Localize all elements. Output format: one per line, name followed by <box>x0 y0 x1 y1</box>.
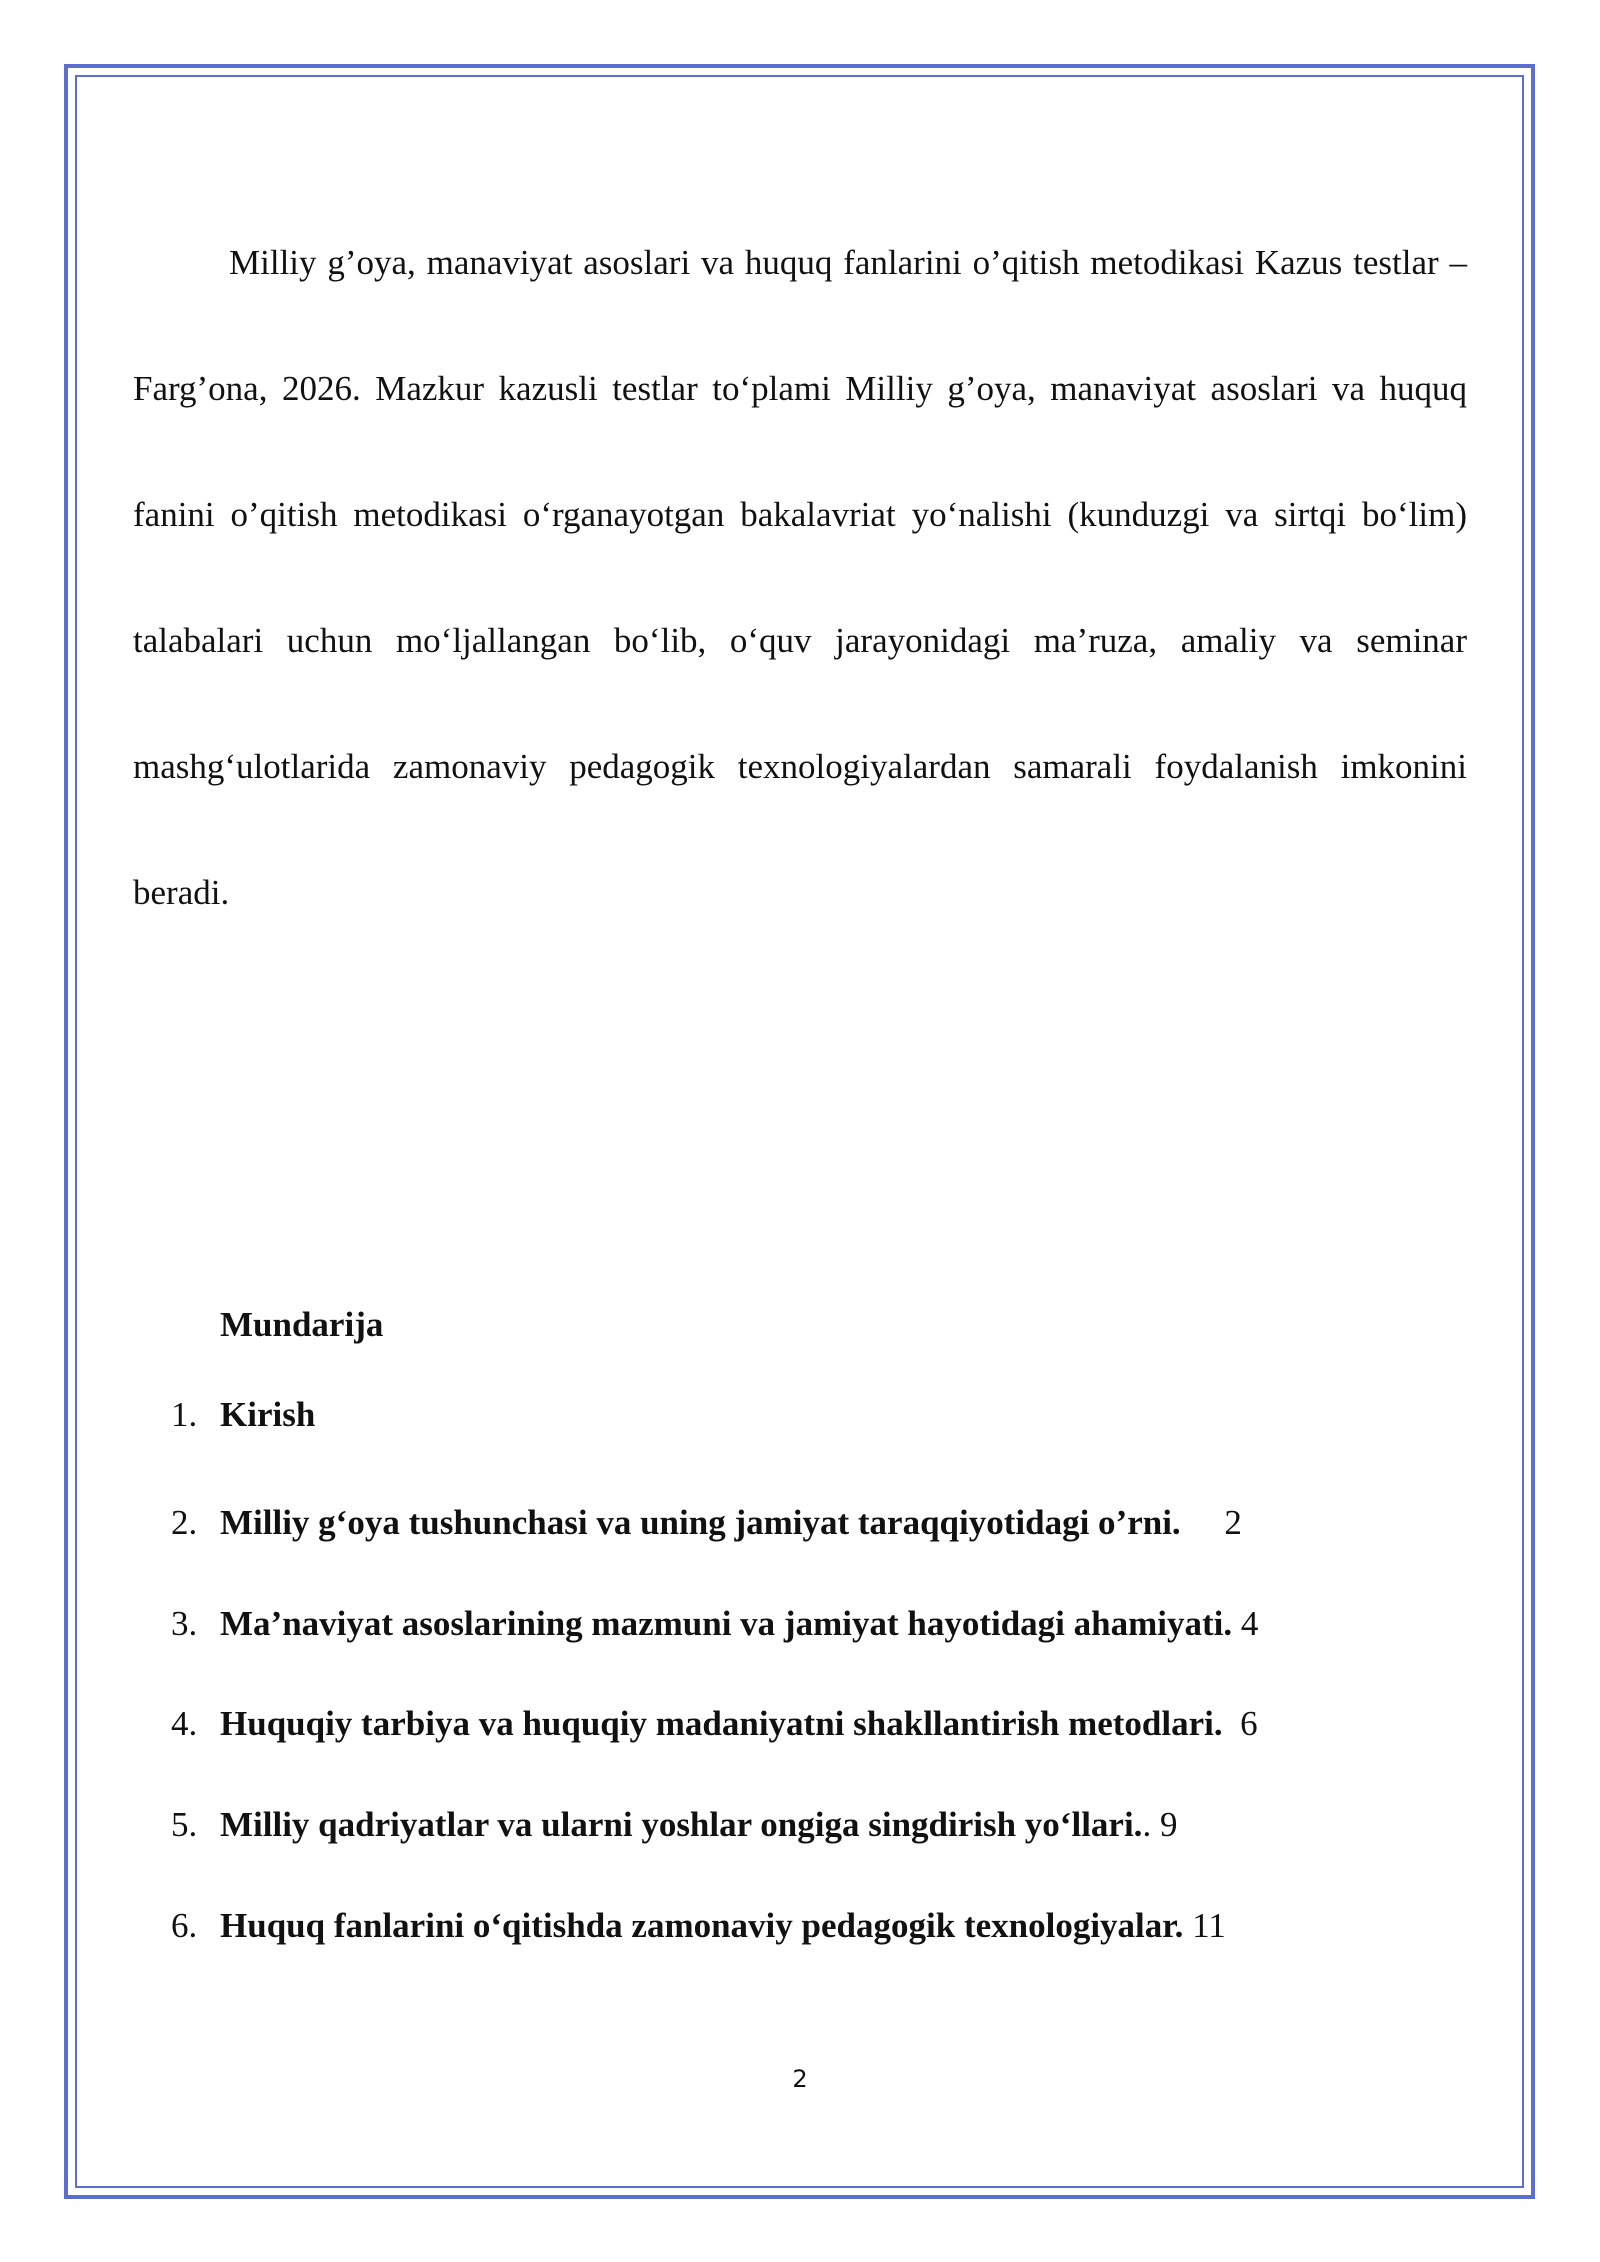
toc-item-4 <box>171 1704 1258 1744</box>
toc-item-page: 4 <box>1232 1604 1259 1643</box>
toc-item-label: Kirish <box>220 1395 316 1434</box>
toc-item-label: Milliy g‘oya tushunchasi va uning jamiyat taraqqiyotidagi o’rni. <box>220 1503 1181 1542</box>
toc-item-number: 5. <box>171 1805 198 1844</box>
toc-item-label: Ma’naviyat asoslarining mazmuni va jamiyat hayotidagi ahamiyati. <box>220 1604 1233 1643</box>
toc-item-label: Huquq fanlarini o‘qitishda zamonaviy pedagogik texnologiyalar. <box>220 1906 1184 1945</box>
toc-item-5 <box>171 1805 1177 1845</box>
toc-item-label: Huquqiy tarbiya va huquqiy madaniyatni shakllantirish metodlari. <box>220 1704 1223 1743</box>
toc-item-page: 11 <box>1183 1906 1226 1945</box>
toc-item-page: 2 <box>1180 1503 1242 1542</box>
toc-item-label: Milliy qadriyatlar va ularni yoshlar ongiga singdirish yo‘llari. <box>220 1805 1143 1844</box>
page-number: 2 <box>792 2065 808 2093</box>
toc-item-number: 6. <box>171 1906 198 1945</box>
toc-item-page: . 9 <box>1142 1805 1178 1844</box>
toc-item-2 <box>171 1503 1242 1543</box>
toc-item-number: 3. <box>171 1604 198 1643</box>
intro-paragraph: Milliy g’oya, manaviyat asoslari va huquq fanlarini o’qitish metodikasi Kazus testlar – Farg’ona, 2026. Mazkur kazusli testlar to‘plami Milliy g’oya, manaviyat asoslari va huquq fanini o’qitish metodikasi o‘rganayotgan bakalavriat yo‘nalishi (kunduzgi va sirtqi bo‘lim) talabalari uchun mo‘ljallangan bo‘lib, o‘quv jarayonidagi ma’ruza, amaliy va seminar mashg‘ulotlarida zamonaviy pedagogik texnologiyalardan samarali foydalanish imkonini beradi. <box>133 243 1467 912</box>
toc-item-number: 4. <box>171 1704 198 1743</box>
toc-item-1 <box>171 1395 315 1435</box>
toc-title: Mundarija <box>220 1305 384 1344</box>
toc-item-page: 6 <box>1222 1704 1258 1743</box>
toc-item-6 <box>171 1906 1226 1946</box>
toc-item-number: 1. <box>171 1395 198 1434</box>
toc-item-number: 2. <box>171 1503 198 1542</box>
toc-item-3 <box>171 1604 1258 1644</box>
